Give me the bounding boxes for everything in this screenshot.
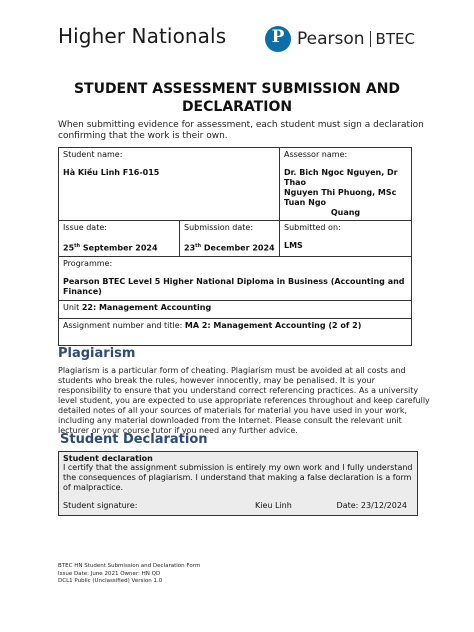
logo-divider	[370, 31, 371, 47]
page-title	[40, 80, 434, 116]
unit-cell	[59, 300, 412, 318]
student-name-cell	[59, 148, 280, 221]
assignment-cell	[59, 318, 412, 345]
footer-line-1: BTEC HN Student Submission and Declaration Form	[58, 563, 201, 569]
submission-date-label: Submission date:	[184, 223, 254, 232]
student-name-value: Hà Kiều Linh F16-015	[63, 168, 160, 177]
logo-word: Pearson	[297, 29, 365, 49]
assignment-value: MA 2: Management Accounting (2 of 2)	[184, 320, 362, 330]
pearson-logo-icon: P	[265, 26, 291, 52]
assessor-name-label: Assessor name:	[283, 150, 348, 159]
declaration-date: Date: 23/12/2024	[336, 501, 407, 510]
assessor-name-cell	[279, 148, 411, 221]
footer-line-2: Issue Date: June 2021 Owner: HN QD	[58, 570, 161, 577]
assignment-label: Assignment number and title:	[63, 320, 185, 330]
programme-label: Programme:	[63, 258, 113, 268]
submission-date-cell	[180, 221, 280, 257]
unit-label: Unit	[63, 302, 82, 312]
brand-title: Higher Nationals	[58, 24, 227, 48]
title-line-2: DECLARATION	[181, 99, 293, 115]
issue-date-value: 25th September 2024	[63, 243, 158, 253]
title-line-1: STUDENT ASSESSMENT SUBMISSION AND	[73, 81, 401, 97]
footer-line-3: DCL1 Public (Unclassified) Version 1.0	[58, 578, 163, 584]
submission-form-table	[58, 147, 412, 346]
pearson-btec-logo	[265, 26, 415, 52]
declaration-box	[58, 451, 418, 516]
assessor-name-value: Dr. Bich Ngoc Nguyen, Dr Thao Nguyen Thi Phuong, MSc Tuan Ngo Quang	[283, 168, 398, 217]
student-name-label: Student name:	[63, 150, 123, 159]
issue-date-label: Issue date:	[63, 223, 107, 232]
issue-date-cell	[59, 221, 180, 257]
declaration-text: I certify that the assignment submission is entirely my own work and I fully understand the consequences of plagiarism. I understand that making a false declaration is a form of malpractice.	[63, 463, 413, 492]
signature-value: Kieu Linh	[255, 501, 292, 510]
plagiarism-heading: Plagiarism	[58, 346, 136, 361]
programme-cell	[59, 256, 412, 300]
submitted-on-label: Submitted on:	[283, 223, 341, 232]
document-footer	[58, 563, 200, 586]
submitted-on-value: LMS	[283, 241, 303, 250]
logo-btec: BTEC	[375, 30, 415, 48]
programme-value: Pearson BTEC Level 5 Higher National Diploma in Business (Accounting and Finance)	[63, 276, 405, 296]
declaration-heading: Student Declaration	[60, 432, 208, 447]
plagiarism-text: Plagiarism is a particular form of cheating. Plagiarism must be avoided at all costs and students who break the rules, however innocently, may be penalised. It is your responsibility to ensure that you understand correct referencing practices. As a university level student, you are expected to use appropriate references throughout and keep carefully detailed notes of all your sources of materials for material you have used in your work, including any material downloaded from the Internet. Please consult the relevant unit lecturer or your course tutor if you need any further advice.	[58, 366, 430, 435]
submission-date-value: 23th December 2024	[184, 243, 275, 253]
submitted-on-cell	[279, 221, 411, 257]
intro-text: When submitting evidence for assessment, each student must sign a declaration confirming that the work is their own.	[58, 120, 424, 141]
declaration-box-heading: Student declaration	[63, 454, 153, 463]
unit-value: 22: Management Accounting	[81, 302, 212, 312]
signature-label: Student signature:	[63, 501, 138, 510]
